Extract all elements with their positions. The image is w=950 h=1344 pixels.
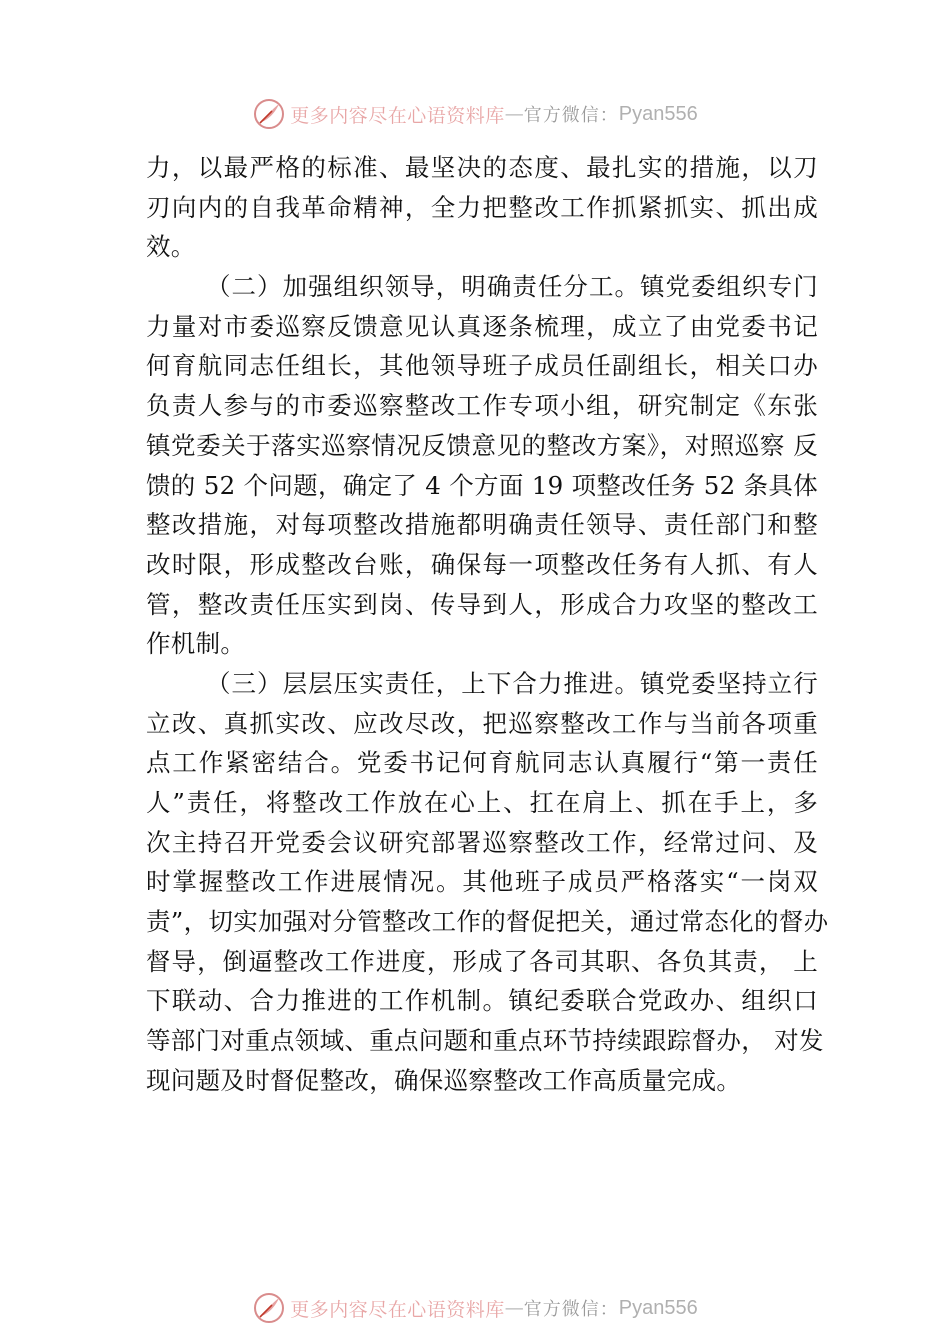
footer-watermark-banner xyxy=(0,1288,950,1328)
banner-library-text: 更多内容尽在心语资料库 xyxy=(290,104,505,127)
text-line: 力量对市委巡察反馈意见认真逐条梳理，成立了由党委书记 xyxy=(146,311,818,341)
text-line: 刃向内的自我革命精神，全力把整改工作抓紧抓实、抓出成 xyxy=(146,192,818,222)
text-line: 效。 xyxy=(146,232,196,262)
text-line: 次主持召开党委会议研究部署巡察整改工作，经常过问、及 xyxy=(146,827,818,857)
text-line: 改时限，形成整改台账，确保每一项整改任务有人抓、有人 xyxy=(146,549,818,579)
text-line: 管，整改责任压实到岗、传导到人，形成合力攻坚的整改工 xyxy=(146,589,818,619)
banner-wechat-label: 官方微信： xyxy=(523,105,619,126)
feather-pen-logo-icon xyxy=(252,97,286,131)
header-watermark-banner xyxy=(0,94,950,134)
text-line: 作机制。 xyxy=(146,629,246,659)
banner-wechat-id: Pyan556 xyxy=(618,102,698,125)
text-line: 馈的 52 个问题，确定了 4 个方面 19 项整改任务 52 条具体 xyxy=(146,470,818,500)
text-line: 何育航同志任组长，其他领导班子成员任副组长，相关口办 xyxy=(146,351,818,381)
text-line: 人”责任，将整改工作放在心上、扛在肩上、抓在手上，多 xyxy=(146,788,818,817)
text-line: （二）加强组织领导，明确责任分工。镇党委组织专门 xyxy=(206,272,818,302)
text-line: 负责人参与的市委巡察整改工作专项小组，研究制定《东张 xyxy=(146,391,818,421)
text-line: 时掌握整改工作进展情况。其他班子成员严格落实“一岗双 xyxy=(146,867,818,897)
text-line: 力，以最严格的标准、最坚决的态度、最扎实的措施，以刀 xyxy=(146,153,818,182)
document-body xyxy=(146,148,829,1101)
banner-wechat-id: Pyan556 xyxy=(618,1296,698,1319)
text-line: 立改、真抓实改、应改尽改，把巡察整改工作与当前各项重 xyxy=(146,708,818,738)
banner-dash: — xyxy=(504,103,524,125)
banner-dash: — xyxy=(504,1297,524,1319)
banner-wechat-label: 官方微信： xyxy=(523,1299,619,1320)
text-line: 责”，切实加强对分管整改工作的督促把关，通过常态化的督办 xyxy=(146,907,829,937)
banner-library-text: 更多内容尽在心语资料库 xyxy=(290,1298,505,1321)
text-line: 下联动、合力推进的工作机制。镇纪委联合党政办、组织口 xyxy=(146,986,818,1016)
text-line: 点工作紧密结合。党委书记何育航同志认真履行“第一责任 xyxy=(146,748,818,778)
text-line: 镇党委关于落实巡察情况反馈意见的整改方案》，对照巡察 反 xyxy=(146,430,818,460)
text-line: （三）层层压实责任，上下合力推进。镇党委坚持立行 xyxy=(206,668,818,698)
text-line: 整改措施，对每项整改措施都明确责任领导、责任部门和整 xyxy=(146,510,818,540)
text-line: 督导，倒逼整改工作进度，形成了各司其职、各负其责， 上 xyxy=(146,946,818,976)
text-line: 等部门对重点领域、重点问题和重点环节持续跟踪督办， 对发 xyxy=(146,1026,824,1056)
feather-pen-logo-icon xyxy=(252,1291,286,1325)
text-line: 现问题及时督促整改，确保巡察整改工作高质量完成。 xyxy=(146,1065,742,1095)
